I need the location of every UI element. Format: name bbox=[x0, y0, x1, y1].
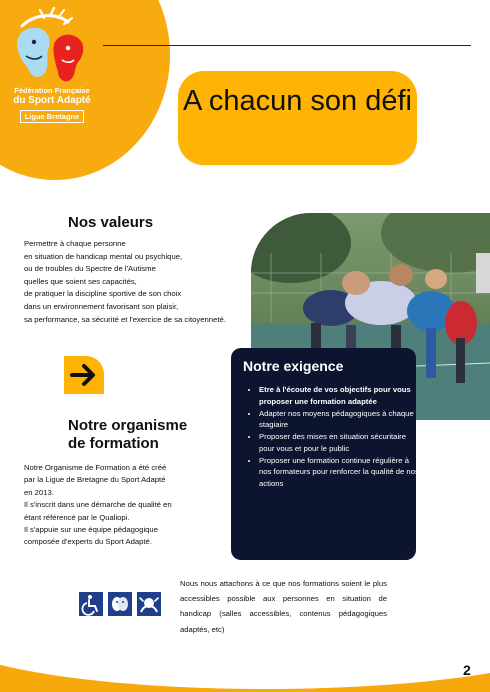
valeurs-line: de pratiquer la discipline sportive de son choix bbox=[24, 289, 182, 299]
exigence-list-item: • Adapter nos moyens pédagogiques à chaque stagiaire bbox=[259, 408, 419, 431]
valeurs-line: dans un environnement favorisant son plaisir, bbox=[24, 301, 179, 311]
exigence-heading: Notre exigence bbox=[243, 358, 344, 374]
organisme-line: Notre Organisme de Formation a été créé bbox=[24, 463, 167, 472]
valeurs-paragraph bbox=[24, 238, 246, 326]
logo-sport-adapte-text bbox=[4, 95, 100, 106]
valeurs-line: Permettre à chaque personne bbox=[24, 239, 126, 248]
organisme-line: en 2013. bbox=[24, 487, 54, 497]
header-divider bbox=[103, 45, 471, 46]
organisme-line: par la Ligue de Bretagne du Sport Adapté bbox=[24, 475, 166, 485]
organisme-line: Il s'inscrit dans une démarche de qualité en bbox=[24, 500, 172, 510]
organisme-heading-line: Notre organisme bbox=[68, 417, 188, 434]
exigence-list-item: • Proposer une formation continue régulière à nos formateurs pour renforcer la qualité de nos actions bbox=[259, 455, 419, 490]
valeurs-line: sa performance, sa sécurité et l'exercice de sa citoyenneté. bbox=[24, 314, 226, 324]
page-number: 2 bbox=[463, 662, 471, 678]
valeurs-line: en situation de handicap mental ou psychique, bbox=[24, 251, 183, 261]
psychic-disability-icon bbox=[137, 592, 161, 616]
organisme-line: étant référencé par le Qualiopi. bbox=[24, 512, 130, 522]
logo-wordmark bbox=[4, 86, 100, 124]
exigence-list-item: • Proposer des mises en situation sécuritaire pour vous et pour le public bbox=[259, 431, 419, 454]
valeurs-line: quelles que soient ses capacités, bbox=[24, 276, 137, 286]
mental-disability-icon bbox=[108, 592, 132, 616]
organisme-paragraph bbox=[24, 462, 246, 549]
organisme-line: Il s'appuie sur une équipe pédagogique bbox=[24, 525, 158, 535]
wheelchair-icon bbox=[79, 592, 103, 616]
logo-ligue-badge: Ligue Bretagne bbox=[20, 110, 85, 123]
ffsa-mascot-logo-icon bbox=[4, 6, 100, 86]
organisme-line: composée d'experts du Sport Adapté. bbox=[24, 537, 152, 547]
arrow-icon bbox=[64, 356, 104, 394]
exigence-list bbox=[247, 384, 419, 490]
organisme-heading-line: de formation bbox=[68, 435, 159, 452]
logo-du-text: du bbox=[13, 95, 29, 106]
valeurs-line: ou de troubles du Spectre de l'Autisme bbox=[24, 264, 156, 274]
logo-sport-adapte-word: Sport Adapté bbox=[28, 95, 91, 106]
page-title: A chacun son défi bbox=[183, 85, 412, 117]
accessibility-icons bbox=[79, 592, 163, 616]
accessibility-paragraph: Nous nous attachons à ce que nos formations soient le plus accessibles possible aux personnes en situation de handicap (salles accessibles, contenus pédagogiques adaptés, etc) bbox=[180, 579, 387, 634]
logo-federation-text: Fédération Française bbox=[14, 86, 90, 95]
exigence-panel bbox=[231, 348, 419, 560]
organisme-heading bbox=[68, 417, 187, 453]
valeurs-heading: Nos valeurs bbox=[68, 214, 154, 231]
title-banner bbox=[178, 71, 417, 165]
ffsa-logo bbox=[4, 6, 100, 132]
exigence-list-item: • Etre à l'écoute de vos objectifs pour vous proposer une formation adaptée bbox=[259, 384, 419, 407]
